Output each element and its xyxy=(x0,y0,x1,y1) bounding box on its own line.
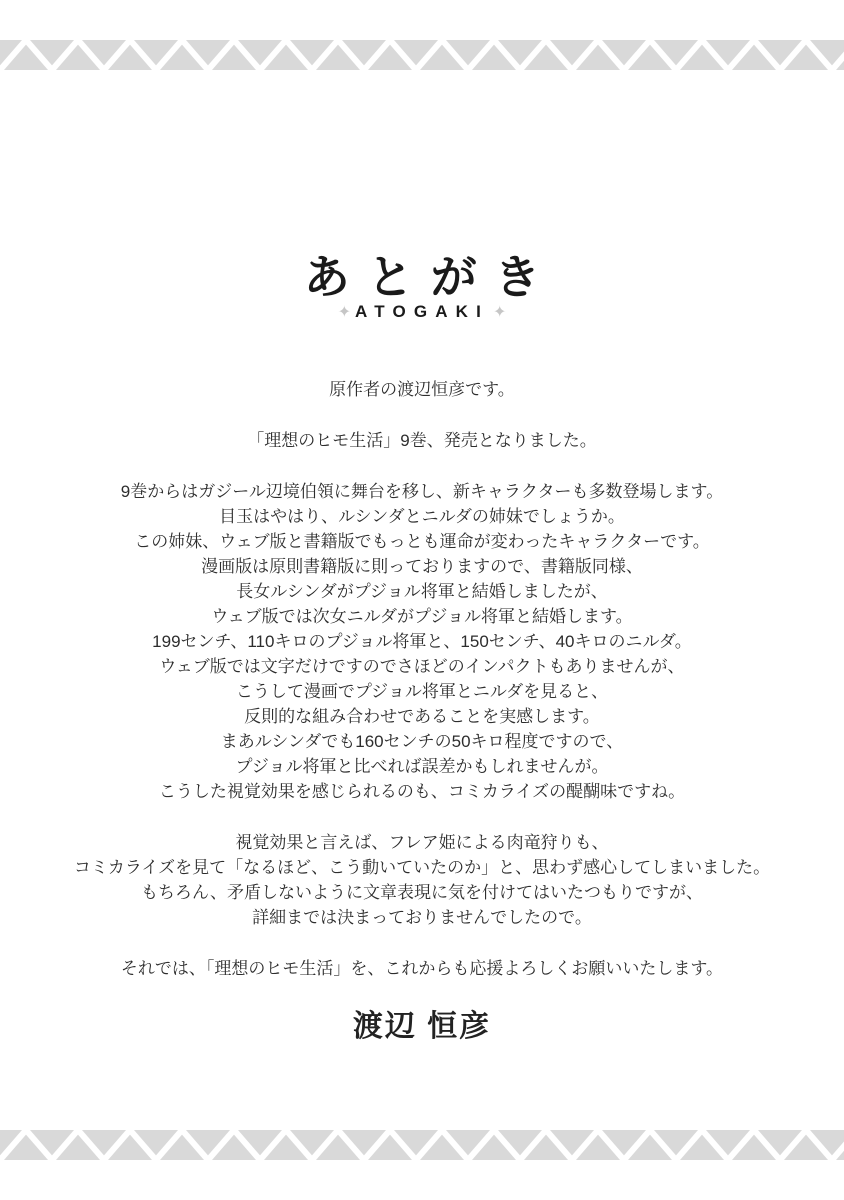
afterword-line: 199センチ、110キロのプジョル将軍と、150センチ、40キロのニルダ。 xyxy=(152,632,692,651)
zigzag-border-bottom xyxy=(0,1130,844,1160)
afterword-line: 視覚効果と言えば、フレア姫による肉竜狩りも、 xyxy=(235,833,609,852)
afterword-line: プジョル将軍と比べれば誤差かもしれませんが。 xyxy=(235,757,609,776)
afterword-line: 9巻からはガジール辺境伯領に舞台を移し、新キャラクターも多数登場します。 xyxy=(120,482,724,501)
afterword-line: 原作者の渡辺恒彦です。 xyxy=(329,380,515,399)
afterword-line: 反則的な組み合わせであることを実感します。 xyxy=(244,707,600,726)
afterword-line: ウェブ版では文字だけですのでさほどのインパクトもありませんが、 xyxy=(159,657,685,676)
author-signature: 渡辺 恒彦 xyxy=(352,1010,492,1043)
paragraph-announcement xyxy=(0,428,844,453)
afterword-line: 目玉はやはり、ルシンダとニルダの姉妹でしょうか。 xyxy=(219,507,625,526)
subtitle-row xyxy=(0,302,844,322)
afterword-line: もちろん、矛盾しないように文章表現に気を付けてはいたつもりですが、 xyxy=(140,883,704,902)
zigzag-border-top xyxy=(0,40,844,70)
afterword-line: 漫画版は原則書籍版に則っておりますので、書籍版同様、 xyxy=(201,557,643,576)
afterword-line: 長女ルシンダがプジョル将軍と結婚しましたが、 xyxy=(236,582,608,601)
afterword-line: コミカライズを見て「なるほど、こう動いていたのか」と、思わず感心してしまいました。 xyxy=(73,858,771,877)
paragraph-intro xyxy=(0,377,844,402)
afterword-line: この姉妹、ウェブ版と書籍版でもっとも運命が変わったキャラクターです。 xyxy=(134,532,710,551)
paragraph-volume9 xyxy=(0,479,844,804)
afterword-line: 「理想のヒモ生活」9巻、発売となりました。 xyxy=(247,431,597,450)
afterword-line: それでは、「理想のヒモ生活」を、これからも応援よろしくお願いいたします。 xyxy=(120,959,724,978)
paragraph-visual-effects xyxy=(0,830,844,930)
page-title: あとがき xyxy=(303,251,558,303)
paragraph-closing xyxy=(0,956,844,981)
sparkle-left-icon: ✦ xyxy=(337,304,352,321)
page-subtitle: ATOGAKI xyxy=(355,302,489,321)
afterword-line: こうした視覚効果を感じられるのも、コミカライズの醍醐味ですね。 xyxy=(158,782,686,801)
afterword-body xyxy=(0,377,844,981)
afterword-line: こうして漫画でプジョル将軍とニルダを見ると、 xyxy=(235,682,609,701)
afterword-line: 詳細までは決まっておりませんでしたので。 xyxy=(252,908,592,927)
afterword-line: まあルシンダでも160センチの50キロ程度ですので、 xyxy=(220,732,624,751)
sparkle-right-icon: ✦ xyxy=(492,304,507,321)
afterword-line: ウェブ版では次女ニルダがプジョル将軍と結婚します。 xyxy=(211,607,633,626)
